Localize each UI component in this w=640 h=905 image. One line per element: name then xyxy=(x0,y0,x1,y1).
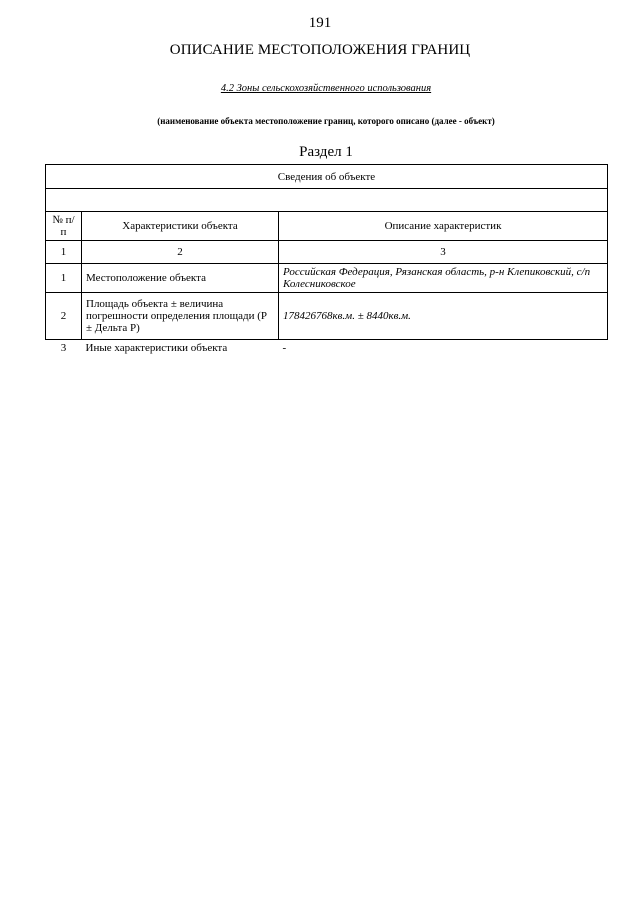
page-number: 191 xyxy=(308,15,332,31)
row-number: 1 xyxy=(46,264,82,293)
row-characteristic: Иные характеристики объекта xyxy=(85,342,228,354)
table-row xyxy=(46,293,608,340)
column-header-number: № п/п xyxy=(46,212,82,241)
row-characteristic: Площадь объекта ± величина погрешности определения площади (Р ± Дельта Р) xyxy=(82,293,279,340)
column-header-row xyxy=(46,212,608,241)
row-number: 2 xyxy=(46,293,82,340)
table-row xyxy=(46,264,608,293)
object-caption: (наименование объекта местоположение границ, которого описано (далее - объект) xyxy=(157,116,495,126)
row-description: Российская Федерация, Рязанская область, р-н Клепиковский, с/п Колесниковское xyxy=(279,264,608,293)
table-row xyxy=(46,340,608,359)
column-header-characteristic: Характеристики объекта xyxy=(82,212,279,241)
table-blank-row xyxy=(46,189,608,212)
object-name: 4.2 Зоны сельскохозяйственного использования xyxy=(220,83,432,94)
row-characteristic: Местоположение объекта xyxy=(82,264,279,293)
column-number-2: 2 xyxy=(82,241,279,264)
table-blank-cell xyxy=(46,189,608,212)
column-header-description: Описание характеристик xyxy=(279,212,608,241)
row-description: - xyxy=(282,342,287,354)
table-header: Сведения об объекте xyxy=(46,165,608,189)
row-number: 3 xyxy=(60,342,67,354)
column-number-3: 3 xyxy=(279,241,608,264)
row-description: 178426768кв.м. ± 8440кв.м. xyxy=(279,293,608,340)
table-header-row xyxy=(46,165,608,189)
object-info-table xyxy=(45,164,608,358)
column-number-1: 1 xyxy=(46,241,82,264)
document-title: ОПИСАНИЕ МЕСТОПОЛОЖЕНИЯ ГРАНИЦ xyxy=(169,42,471,58)
section-title: Раздел 1 xyxy=(299,144,353,160)
column-number-row xyxy=(46,241,608,264)
